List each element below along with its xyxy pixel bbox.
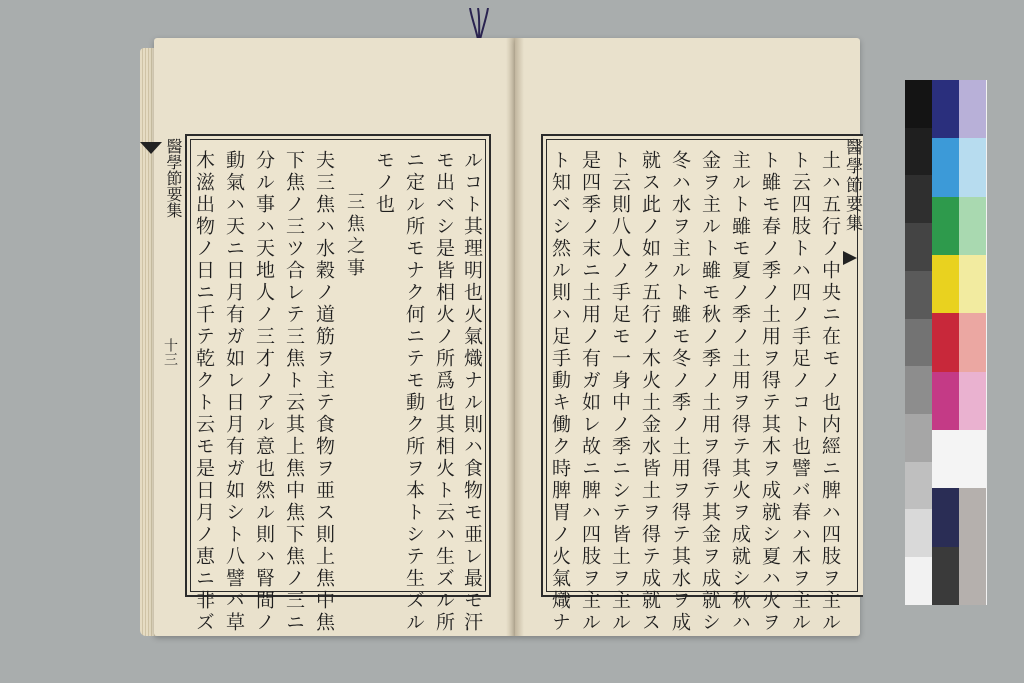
text-column: 金ヲ主ルト雖モ秋ノ季ノ土用ヲ得テ其金ヲ成就シ — [699, 150, 721, 634]
color-patch — [932, 138, 959, 196]
gray-patch — [905, 223, 932, 271]
gray-patch — [905, 128, 932, 176]
gray-patch — [905, 509, 932, 557]
text-column: 土ハ五行ノ中央ニ在モノ也内經ニ脾ハ四肢ヲ主ル — [819, 150, 841, 634]
gray-patch — [905, 414, 932, 462]
tint-patch — [959, 372, 986, 430]
tint-patch — [959, 547, 986, 605]
color-patch — [932, 488, 959, 546]
right-text-frame — [541, 134, 863, 634]
text-column: 就ス此ノ如ク五行ノ木火土金水皆土ヲ得テ成就ス — [639, 150, 661, 634]
color-patch — [932, 255, 959, 313]
tint-patch — [959, 313, 986, 371]
page-number: 十三 — [162, 338, 178, 366]
left-text-frame — [185, 134, 491, 634]
gray-patch — [905, 462, 932, 510]
tint-patch — [959, 138, 986, 196]
tint-patch — [959, 255, 986, 313]
tint-strip — [959, 80, 986, 605]
gray-patch — [905, 271, 932, 319]
text-column: 冬ハ水ヲ主ルト雖モ冬ノ季ノ土用ヲ得テ其水ヲ成 — [669, 150, 691, 634]
gray-patch — [905, 80, 932, 128]
margin-title-text: 醫學節要集 — [164, 138, 183, 218]
text-column: 是四季ノ末ニ土用ノ有ガ如レ故ニ脾ハ四肢ヲ主ル — [579, 150, 601, 634]
color-patch — [932, 547, 959, 605]
book-gutter — [506, 38, 524, 636]
running-head: 醫學節要集 — [842, 138, 862, 233]
text-column: ト云四肢トハ四ノ手足ノコト也譬バ春ハ木ヲ主ル — [789, 150, 811, 634]
color-calibration-card — [905, 80, 987, 605]
text-column: ト知ベシ然ル則ハ足手動キ働ク時脾胃ノ火氣熾ナ — [549, 150, 571, 634]
text-column: モ出ベシ是皆相火ノ所爲也其相火ト云ハ生ズル所 — [433, 150, 455, 634]
text-column: ニ定ル所モナク何ニテモ動ク所ヲ本トシテ生ズル — [403, 150, 425, 634]
text-column: ト云則八人ノ手足モ一身中ノ季ニシテ皆土ヲ主ル — [609, 150, 631, 634]
tint-patch — [959, 80, 986, 138]
color-patch — [932, 372, 959, 430]
text-column: 木滋出物ノ日ニ千テ乾クト云モ是日月ノ恵ニ非ズ — [193, 150, 215, 634]
grayscale-strip — [905, 80, 932, 605]
text-column: 主ルト雖モ夏ノ季ノ土用ヲ得テ其火ヲ成就シ秋ハ — [729, 150, 751, 634]
text-column: 夫三焦ハ水穀ノ道筋ヲ主テ食物ヲ亜ス則上焦中焦 — [313, 150, 335, 634]
gray-patch — [905, 557, 932, 605]
gray-patch — [905, 175, 932, 223]
text-column: 分ル事ハ天地人ノ三才ノアル意也然ル則ハ腎間ノ — [253, 150, 275, 634]
section-heading: 三焦之事 — [344, 192, 365, 280]
text-column: 下焦ノ三ツ合レテ三焦ト云其上焦中焦下焦ノ三ニ — [283, 150, 305, 634]
text-column: 動氣ハ天ニ日月有ガ如レ日月有ガ如シト八譬バ草 — [223, 150, 245, 634]
color-patch — [932, 313, 959, 371]
open-book — [140, 38, 865, 640]
color-strip — [932, 80, 959, 605]
color-patch — [932, 197, 959, 255]
tint-patch — [959, 197, 986, 255]
left-page-margin-title — [152, 136, 185, 596]
text-column: ルコト其理明也火氣熾ナル則ハ食物モ亜レ最モ汗 — [461, 150, 483, 634]
text-column: ト雖モ春ノ季ノ土用ヲ得テ其木ヲ成就シ夏ハ火ヲ — [759, 150, 781, 634]
tint-patch — [959, 430, 986, 488]
color-patch — [932, 430, 959, 488]
gray-patch — [905, 319, 932, 367]
color-patch — [932, 80, 959, 138]
text-column: モノ也 — [373, 150, 395, 216]
tint-patch — [959, 488, 986, 546]
gray-patch — [905, 366, 932, 414]
